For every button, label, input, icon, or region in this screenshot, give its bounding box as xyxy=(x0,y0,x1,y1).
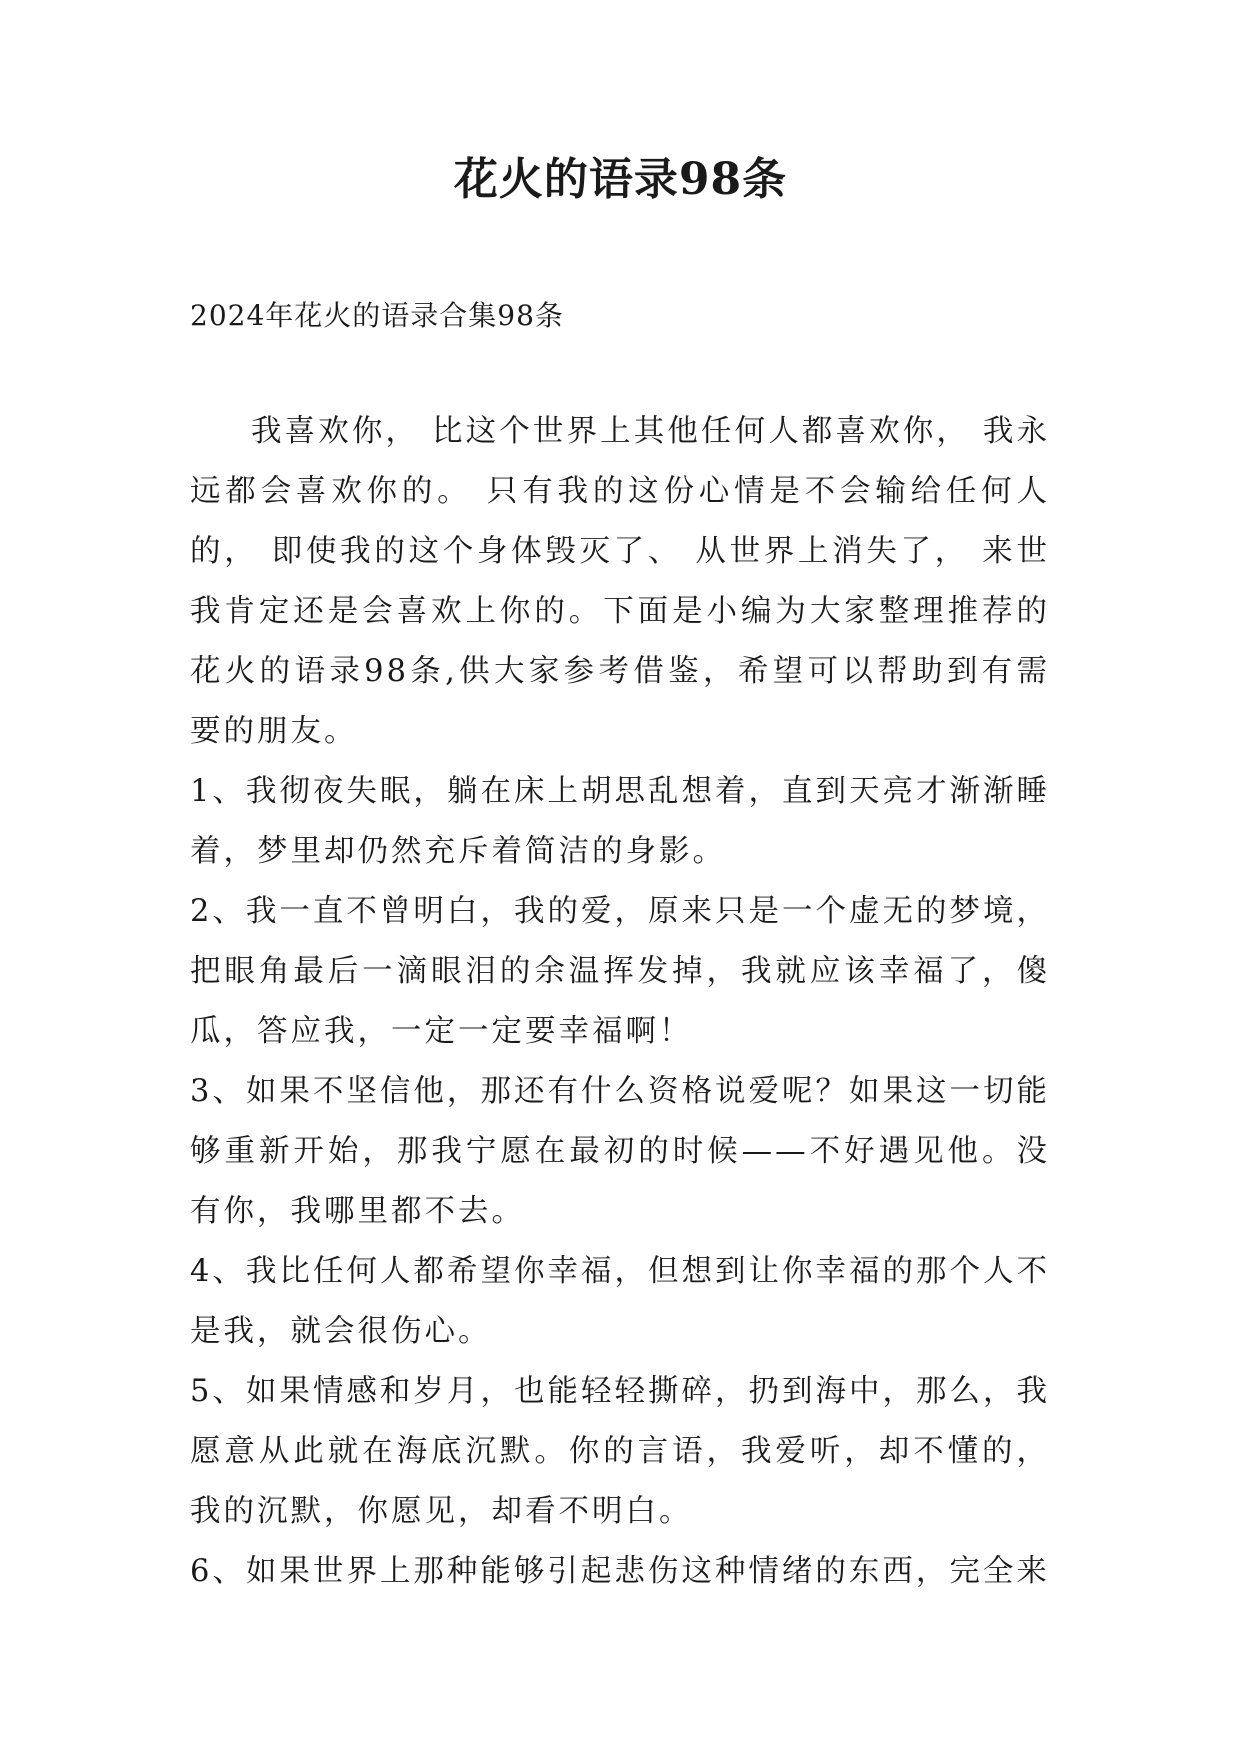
intro-paragraph: 我喜欢你， 比这个世界上其他任何人都喜欢你， 我永远都会喜欢你的。 只有我的这份心情是不会输给任何人的， 即使我的这个身体毁灭了、 从世界上消失了， 来世我肯定还是会喜欢上你的。下面是小编为大家整理推荐的花火的语录98条,供大家参考借鉴，希望可以帮助到有需要的朋友。 xyxy=(190,414,1050,749)
document-title: 花火的语录98条 xyxy=(453,154,788,205)
quote-item: 3、如果不坚信他，那还有什么资格说爱呢？如果这一切能够重新开始，那我宁愿在最初的时候——不好遇见他。没有你，我哪里都不去。 xyxy=(190,1074,1050,1229)
quote-item: 4、我比任何人都希望你幸福，但想到让你幸福的那个人不是我，就会很伤心。 xyxy=(190,1254,1050,1349)
quote-item: 5、如果情感和岁月，也能轻轻撕碎，扔到海中，那么，我愿意从此就在海底沉默。你的言语，我爱听，却不懂的，我的沉默，你愿见，却看不明白。 xyxy=(190,1374,1050,1529)
quote-item: 1、我彻夜失眠，躺在床上胡思乱想着，直到天亮才渐渐睡着，梦里却仍然充斥着简洁的身影。 xyxy=(190,774,1050,869)
document-body xyxy=(190,402,1050,1602)
quote-item: 2、我一直不曾明白，我的爱，原来只是一个虚无的梦境，把眼角最后一滴眼泪的余温挥发掉，我就应该幸福了，傻瓜，答应我，一定一定要幸福啊！ xyxy=(190,894,1050,1049)
document-subtitle: 2024年花火的语录合集98条 xyxy=(190,299,564,332)
quote-item: 6、如果世界上那种能够引起悲伤这种情绪的东西，完全来 xyxy=(190,1554,1050,1589)
